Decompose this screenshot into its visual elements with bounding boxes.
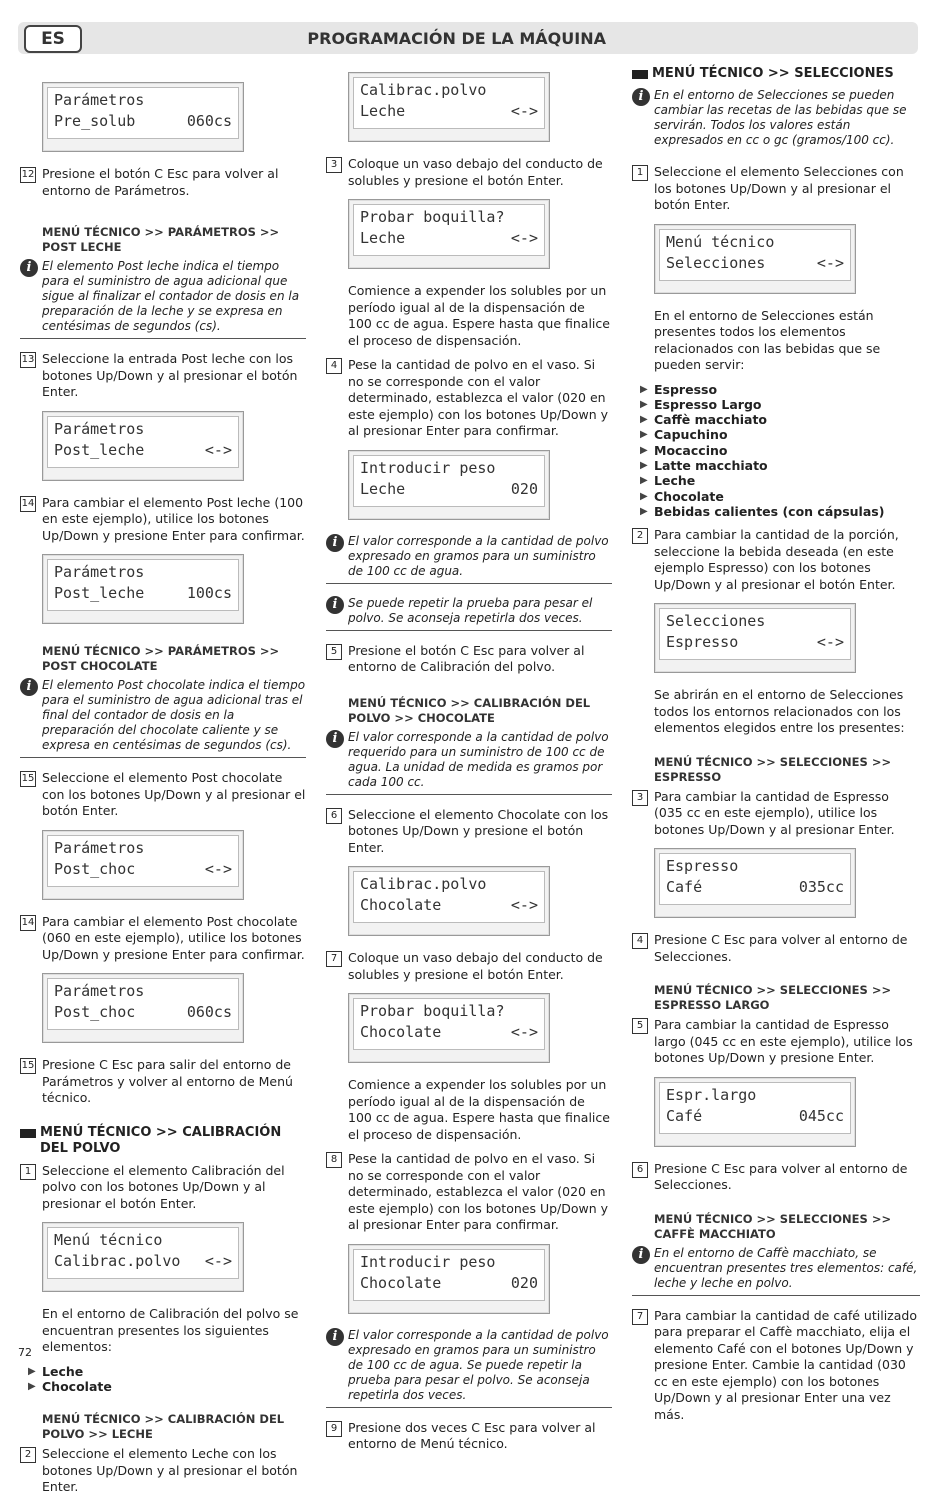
- info-icon: i: [326, 596, 344, 614]
- step-4: 4 Pese la cantidad de polvo en el vaso. Si no se corresponde con el valor determinado, establezca el valor (020 en este ejemplo) con los botones Up/Down y al presionar Enter para confirmar.: [326, 357, 612, 440]
- lcd-display: Espr.largo Café 045cc: [654, 1077, 856, 1147]
- step-2: 2 Seleccione el elemento Leche con los botones Up/Down y al presionar el botón Enter.: [20, 1446, 306, 1496]
- column-1: [20, 70, 306, 1504]
- column-3: [632, 60, 920, 1431]
- page-title: PROGRAMACIÓN DE LA MÁQUINA: [307, 29, 606, 48]
- lcd-display: Calibrac.polvo Leche <->: [348, 72, 550, 142]
- language-badge: ES: [24, 25, 82, 53]
- info-note: i El valor corresponde a la cantidad de polvo expresado en gramos para un suministro de 100 cc de agua. Se puede repetir la prueba para pesar el polvo. Se aconseja repetirla dos veces.: [326, 1328, 612, 1408]
- paragraph: Comience a expender los solubles por un período igual al de la dispensación de 100 cc de agua. Espere hasta que finalice el proceso de dispensación.: [348, 283, 610, 348]
- step-14b: 14 Para cambiar el elemento Post chocolate (060 en este ejemplo), utilice los botones Up/Down y presione Enter para confirmar.: [21, 913, 305, 962]
- step-1: 1 Seleccione el elemento Selecciones con los botones Up/Down y al presionar el botón Enter.: [632, 164, 920, 214]
- list-item: ▶ Chocolate: [28, 1379, 306, 1394]
- paragraph: En el entorno de Selecciones están presentes todos los elementos relacionados con las bebidas que se pueden servir:: [654, 307, 881, 372]
- subsection-heading: MENÚ TÉCNICO >> SELECCIONES >> ESPRESSO LARGO: [654, 983, 892, 1013]
- list-item: ▶ Leche: [28, 1364, 306, 1379]
- list-item: ▶ Bebidas calientes (con cápsulas): [640, 504, 920, 519]
- list-item: ▶ Espresso: [640, 382, 920, 397]
- info-icon: i: [326, 730, 344, 748]
- info-note: i El valor corresponde a la cantidad de polvo expresado en gramos para un suministro de 100 cc de agua.: [326, 534, 612, 584]
- info-note: i Se puede repetir la prueba para pesar el polvo. Se aconseja repetirla dos veces.: [326, 596, 612, 631]
- step-3: 3 Para cambiar la cantidad de Espresso (035 cc en este ejemplo), utilice los botones Up/Down y al presionar Enter.: [632, 789, 920, 839]
- list-item: ▶ Chocolate: [640, 489, 920, 504]
- step-9: 9 Presione dos veces C Esc para volver al entorno de Menú técnico.: [326, 1420, 612, 1453]
- lcd-display: Parámetros Post_choc 060cs: [42, 973, 244, 1043]
- step-1: 1 Seleccione el elemento Calibración del polvo con los botones Up/Down y al presionar el botón Enter.: [20, 1163, 306, 1213]
- step-2: 2 Para cambiar la cantidad de la porción, seleccione la bebida deseada (en este ejemplo Espresso) con los botones Up/Down y al presionar el botón Enter.: [632, 527, 920, 593]
- info-icon: i: [20, 678, 38, 696]
- step-12: 12 Presione el botón C Esc para volver al entorno de Parámetros.: [21, 166, 279, 198]
- page-number: 72: [18, 1346, 32, 1359]
- info-icon: i: [632, 88, 650, 106]
- lcd-display: Espresso Café 035cc: [654, 848, 856, 918]
- subsection-heading: MENÚ TÉCNICO >> PARÁMETROS >> POST CHOCOLATE: [42, 644, 280, 673]
- element-list: [20, 1364, 306, 1395]
- beverage-list: [632, 382, 920, 520]
- step-6: 6 Presione C Esc para volver al entorno de Selecciones.: [632, 1161, 920, 1194]
- list-item: ▶ Mocaccino: [640, 443, 920, 458]
- subsection-heading: MENÚ TÉCNICO >> SELECCIONES >> CAFFÈ MACCHIATO: [654, 1211, 892, 1241]
- step-3: 3 Coloque un vaso debajo del conducto de solubles y presione el botón Enter.: [326, 156, 612, 189]
- lcd-display: Menú técnico Selecciones <->: [654, 224, 856, 294]
- step-13: 13 Seleccione la entrada Post leche con los botones Up/Down y al presionar el botón Enter.: [21, 351, 298, 399]
- step-7: 7 Para cambiar la cantidad de café utilizado para preparar el Caffè macchiato, elija el elemento Café con el botones Up/Down y presione Enter. Cambie la cantidad (030 cc en este ejemplo) con los botones Up/Down y al presionar Enter una vez más.: [632, 1308, 920, 1424]
- subsection-heading: MENÚ TÉCNICO >> PARÁMETROS >> POST LECHE: [42, 225, 280, 254]
- list-item: ▶ Espresso Largo: [640, 397, 920, 412]
- step-7: 7 Coloque un vaso debajo del conducto de solubles y presione el botón Enter.: [326, 950, 612, 983]
- subsection-heading: MENÚ TÉCNICO >> SELECCIONES >> ESPRESSO: [654, 754, 892, 784]
- info-note: i El elemento Post chocolate indica el tiempo para el suministro de agua adicional tras el final del contador de dosis en la preparación del chocolate caliente y se expresa en centésimas de segundos (cs).: [20, 678, 306, 758]
- lcd-display: Calibrac.polvo Chocolate <->: [348, 866, 550, 936]
- info-note: i El elemento Post leche indica el tiempo para el suministro de agua adicional que sigue al finalizar el contador de dosis en la preparación de la leche y se expresa en centésimas de segundos (cs).: [20, 259, 306, 339]
- lcd-display: Probar boquilla? Chocolate <->: [348, 993, 550, 1063]
- lcd-display: Introducir peso Leche 020: [348, 450, 550, 520]
- info-icon: i: [326, 534, 344, 552]
- info-note: i El valor corresponde a la cantidad de polvo requerido para un suministro de 100 cc de agua. La unidad de medida es gramos por cada 100 cc.: [326, 730, 612, 795]
- lcd-display: Introducir peso Chocolate 020: [348, 1244, 550, 1314]
- column-2: [326, 64, 612, 1461]
- step-15b: 15 Presione C Esc para salir del entorno de Parámetros y volver al entorno de Menú técnico.: [21, 1057, 293, 1105]
- step-5: 5 Para cambiar la cantidad de Espresso largo (045 cc en este ejemplo), utilice los botones Up/Down y presione Enter.: [632, 1017, 920, 1067]
- lcd-display: Probar boquilla? Leche <->: [348, 199, 550, 269]
- list-item: ▶ Leche: [640, 473, 920, 488]
- page-header: [18, 22, 918, 54]
- paragraph: Se abrirán en el entorno de Selecciones todos los entornos relacionados con los elementos elegidos entre los presentes:: [654, 687, 905, 736]
- lcd-display: Selecciones Espresso <->: [654, 603, 856, 673]
- lcd-display: Parámetros Post_leche 100cs: [42, 554, 244, 624]
- info-icon: i: [632, 1246, 650, 1264]
- list-item: ▶ Caffè macchiato: [640, 412, 920, 427]
- lcd-display: Parámetros Post_leche <->: [42, 411, 244, 481]
- step-6: 6 Seleccione el elemento Chocolate con los botones Up/Down y presione el botón Enter.: [326, 807, 612, 857]
- lcd-display: Parámetros Pre_solub 060cs: [42, 82, 244, 152]
- step-15: 15 Seleccione el elemento Post chocolate con los botones Up/Down y al presionar el botón Enter.: [21, 770, 306, 818]
- paragraph: Comience a expender los solubles por un período igual al de la dispensación de 100 cc de agua. Espere hasta que finalice el proceso de dispensación.: [348, 1077, 610, 1142]
- section-heading: MENÚ TÉCNICO >> CALIBRACIÓN DEL POLVO: [20, 1125, 306, 1157]
- info-note: i En el entorno de Caffè macchiato, se encuentran presentes tres elementos: café, leche y leche en polvo.: [632, 1246, 920, 1296]
- list-item: ▶ Latte macchiato: [640, 458, 920, 473]
- lcd-display: Menú técnico Calibrac.polvo <->: [42, 1222, 244, 1292]
- step-8: 8 Pese la cantidad de polvo en el vaso. Si no se corresponde con el valor determinado, establezca el valor (020 en este ejemplo) con los botones Up/Down y al presionar Enter para confirmar.: [326, 1151, 612, 1234]
- paragraph: En el entorno de Calibración del polvo se encuentran presentes los siguientes elementos:: [42, 1306, 299, 1354]
- lcd-display: Parámetros Post_choc <->: [42, 830, 244, 900]
- step-14: 14 Para cambiar el elemento Post leche (100 en este ejemplo), utilice los botones Up/Down y presione Enter para confirmar.: [21, 494, 305, 543]
- info-note: i En el entorno de Selecciones se pueden cambiar las recetas de las bebidas que se servirán. Todos los valores están expresados en cc o gc (gramos/100 cc).: [632, 88, 920, 152]
- subsection-heading: MENÚ TÉCNICO >> CALIBRACIÓN DEL POLVO >> LECHE: [42, 1412, 285, 1442]
- step-5: 5 Presione el botón C Esc para volver al entorno de Calibración del polvo.: [326, 643, 612, 676]
- list-item: ▶ Capuchino: [640, 427, 920, 442]
- section-heading: MENÚ TÉCNICO >> SELECCIONES: [632, 66, 920, 82]
- step-4: 4 Presione C Esc para volver al entorno de Selecciones.: [632, 932, 920, 965]
- subsection-heading: MENÚ TÉCNICO >> CALIBRACIÓN DEL POLVO >> CHOCOLATE: [348, 695, 591, 725]
- info-icon: i: [326, 1328, 344, 1346]
- info-icon: i: [20, 259, 38, 277]
